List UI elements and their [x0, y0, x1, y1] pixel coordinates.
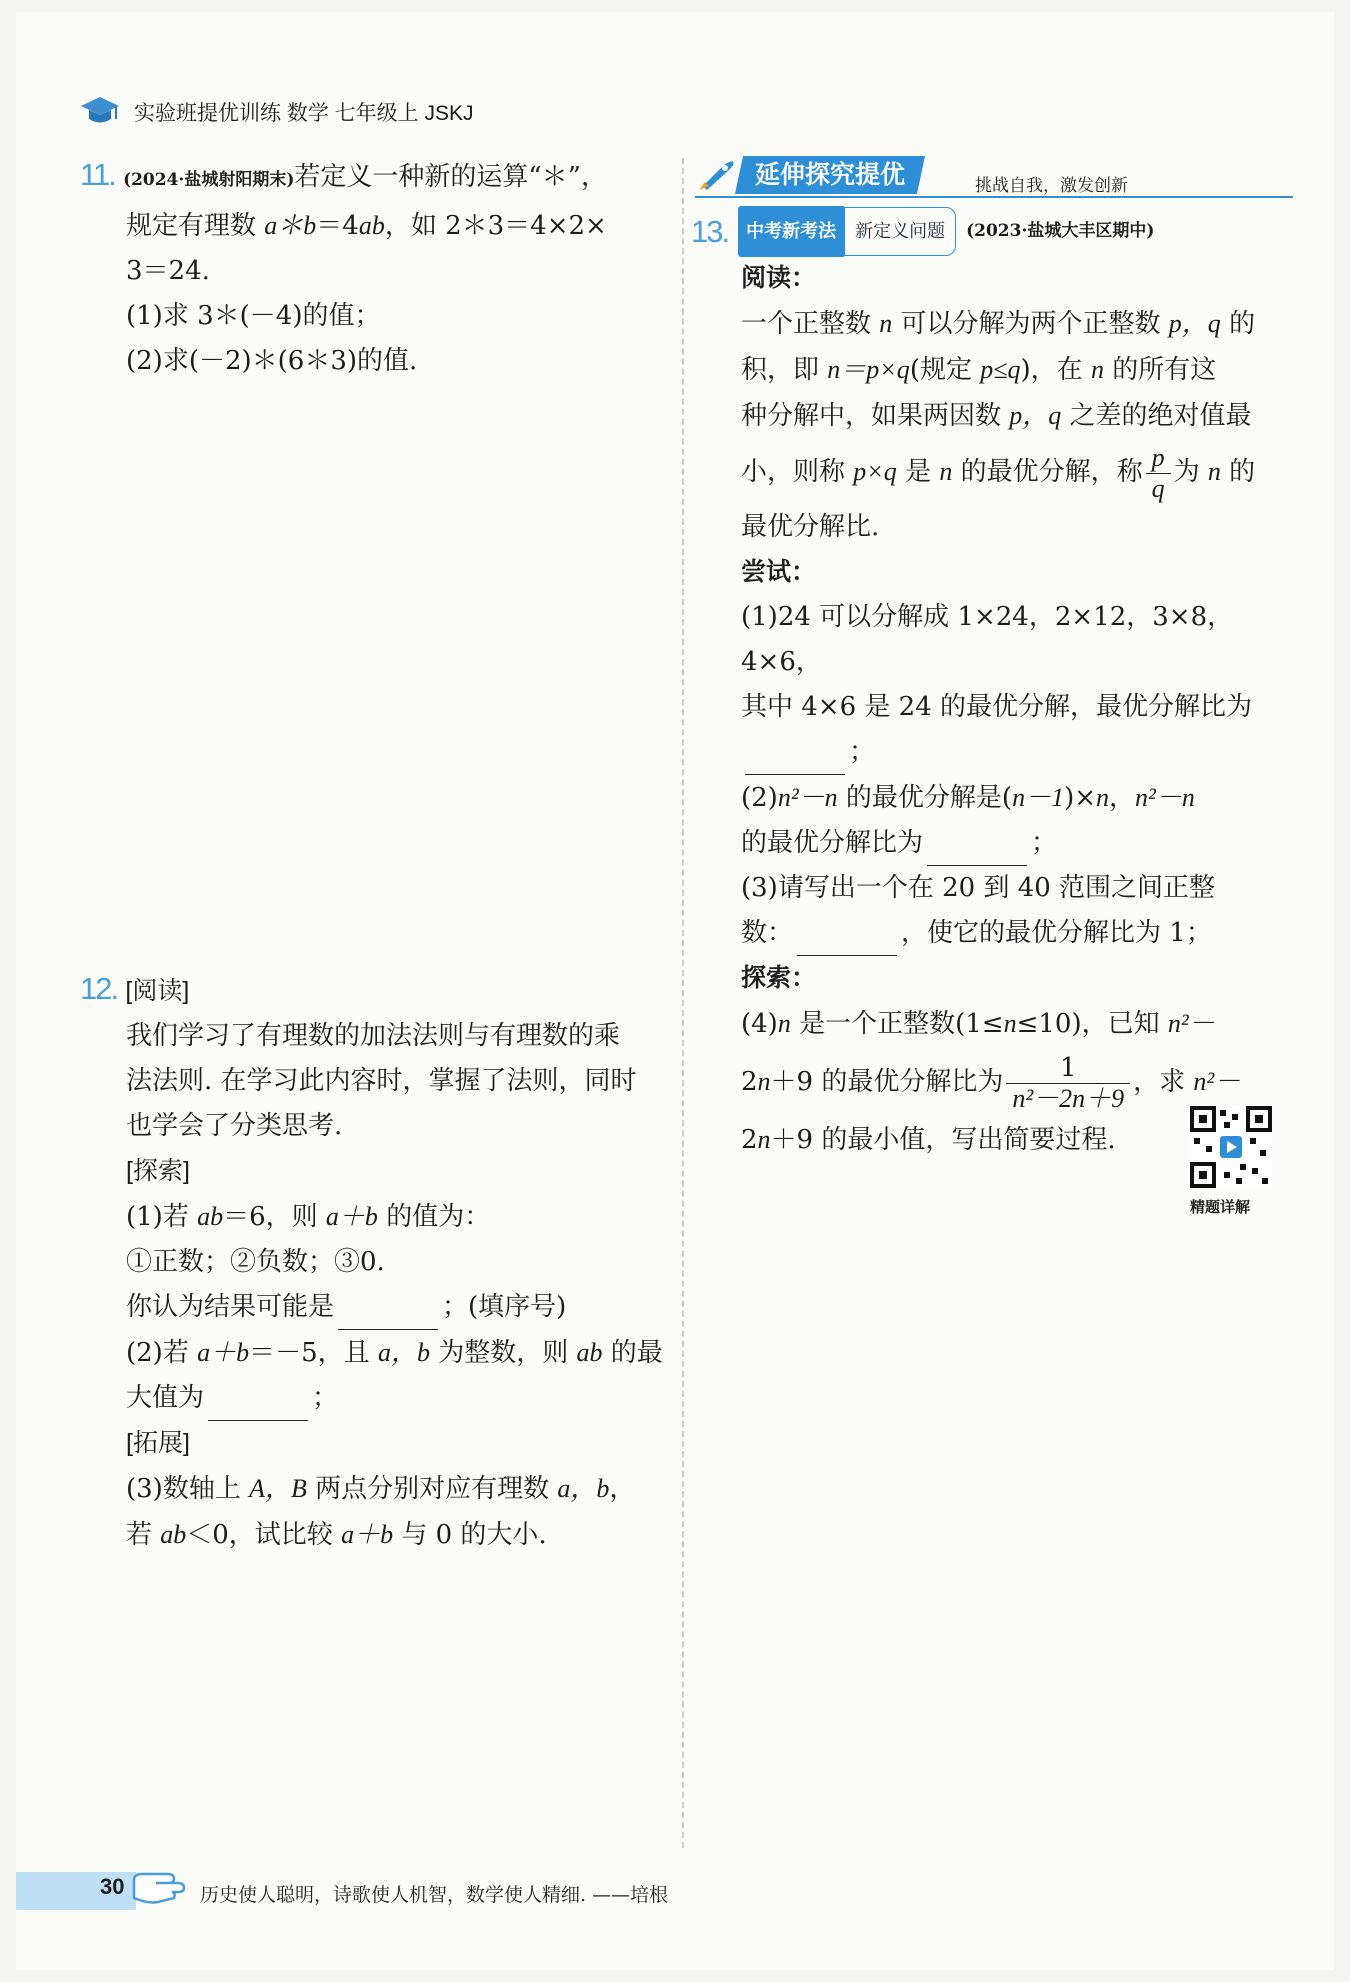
right-column	[691, 156, 1295, 1163]
section-read: [阅读]	[125, 977, 190, 1005]
question-source: (2023·盐城大丰区期中)	[966, 220, 1155, 241]
q13-read-line3: 种分解中，如果两因数 p，q 之差的绝对值最	[741, 401, 1252, 431]
q13-try-line4: (2)n²－n 的最优分解是(n－1)×n，n²－n	[741, 783, 1195, 813]
q12-part1: (1)若 ab＝6，则 a＋b 的值为：	[126, 1202, 491, 1232]
badge-new-exam: 中考新考法	[738, 206, 844, 257]
question-number: 12.	[80, 971, 118, 1006]
pointing-hand-icon	[128, 1858, 188, 1914]
section-explore: 探索：	[741, 964, 817, 992]
graduation-cap-icon	[80, 95, 120, 129]
banner-title: 延伸探究提优	[735, 156, 925, 194]
q13-explore-line1: (4)n 是一个正整数(1≤n≤10)，已知 n²－	[741, 1009, 1215, 1039]
section-try: 尝试：	[741, 558, 817, 586]
question-11	[80, 152, 670, 622]
q11-part2: (2)求(－2)＊(6＊3)的值.	[126, 346, 418, 376]
question-number: 11.	[80, 157, 115, 192]
q12-part3-line2: 若 ab＜0，试比较 a＋b 与 0 的大小.	[126, 1520, 547, 1550]
rocket-icon	[695, 156, 739, 192]
question-12	[80, 966, 670, 1558]
section-banner	[695, 152, 1295, 200]
page-number-tab	[16, 1872, 136, 1910]
banner-subtitle: 挑战自我，激发创新	[975, 176, 1128, 196]
q12-part3: (3)数轴上 A，B 两点分别对应有理数 a，b，	[126, 1474, 636, 1504]
q11-line3: 3＝24.	[126, 256, 210, 286]
page-number: 30	[100, 1874, 125, 1899]
q13-try-line6: (3)请写出一个在 20 到 40 范围之间正整	[741, 873, 1216, 903]
q13-try-line1: (1)24 可以分解成 1×24，2×12，3×8，4×6，	[741, 602, 1234, 677]
q13-read-line4: 小，则称 p×q 是 n 的最优分解，称 $\frac{p}{q}$ 为 n 的	[741, 442, 1256, 503]
fraction-p-over-q: $\frac{p}{q}$	[1146, 443, 1171, 504]
q12-text3: 也学会了分类思考.	[126, 1111, 343, 1141]
left-column	[80, 152, 670, 1558]
q13-try-line3: ；	[695, 730, 1295, 775]
q13-try-line7: 数： ，使它的最优分解比为 1；	[695, 911, 1295, 956]
banner-underline	[695, 196, 1293, 198]
answer-blank[interactable]	[208, 1390, 308, 1421]
q11-line2: 规定有理数 a＊b＝4ab，如 2＊3＝4×2×	[126, 211, 607, 241]
q13-try-line5: 的最优分解比为 ；	[695, 821, 1295, 866]
section-explore: [探索]	[126, 1157, 190, 1185]
q13-read-line2: 积，即 n＝p×q(规定 p≤q)，在 n 的所有这	[741, 355, 1217, 385]
answer-blank[interactable]	[338, 1299, 438, 1330]
section-extend: [拓展]	[126, 1429, 190, 1457]
q11-line1: 若定义一种新的运算“＊”，	[294, 162, 607, 192]
answer-blank[interactable]	[745, 744, 845, 775]
answer-blank[interactable]	[927, 835, 1027, 866]
answer-blank[interactable]	[797, 925, 897, 956]
section-read: 阅读：	[741, 264, 817, 292]
q12-text1: 我们学习了有理数的加法法则与有理数的乘	[126, 1021, 621, 1051]
q12-part1-answer: 你认为结果可能是 ；(填序号)	[80, 1285, 670, 1330]
q13-explore-line3: 2n＋9 的最小值，写出简要过程.	[741, 1125, 1116, 1155]
qr-caption: 精题详解	[1190, 1199, 1251, 1216]
q13-try-line2: 其中 4×6 是 24 的最优分解，最优分解比为	[741, 692, 1253, 722]
q13-read-line5: 最优分解比.	[741, 512, 880, 542]
footer-motto: 历史使人聪明，诗歌使人机智，数学使人精细. ——培根	[200, 1884, 669, 1906]
q12-options: ①正数；②负数；③0.	[126, 1247, 385, 1277]
page-header	[80, 94, 474, 130]
q13-read-line1: 一个正整数 n 可以分解为两个正整数 p，q 的	[741, 309, 1256, 339]
q11-part1: (1)求 3＊(－4)的值；	[126, 301, 381, 331]
header-title: 实验班提优训练 数学 七年级上 JSKJ	[134, 102, 474, 125]
qr-code-icon[interactable]	[1190, 1106, 1272, 1188]
q13-explore-line2: 2n＋9 的最优分解比为 $\frac{1}{\text{n²－2n＋9}}$ ，求 n²－	[741, 1052, 1241, 1113]
question-number: 13.	[691, 213, 729, 249]
q12-text2: 法法则. 在学习此内容时，掌握了法则，同时	[126, 1066, 637, 1096]
badge-new-definition: 新定义问题	[844, 207, 956, 256]
question-source: (2024·盐城射阳期末)	[123, 170, 295, 190]
fraction-one-over-expression: $\frac{1}{\text{n²－2n＋9}}$	[1006, 1053, 1130, 1114]
column-divider	[682, 158, 684, 1848]
q12-part2: (2)若 a＋b＝－5，且 a，b 为整数，则 ab 的最	[126, 1338, 663, 1368]
question-13	[691, 210, 1295, 1163]
q12-part2-answer: 大值为 ；	[80, 1376, 670, 1421]
